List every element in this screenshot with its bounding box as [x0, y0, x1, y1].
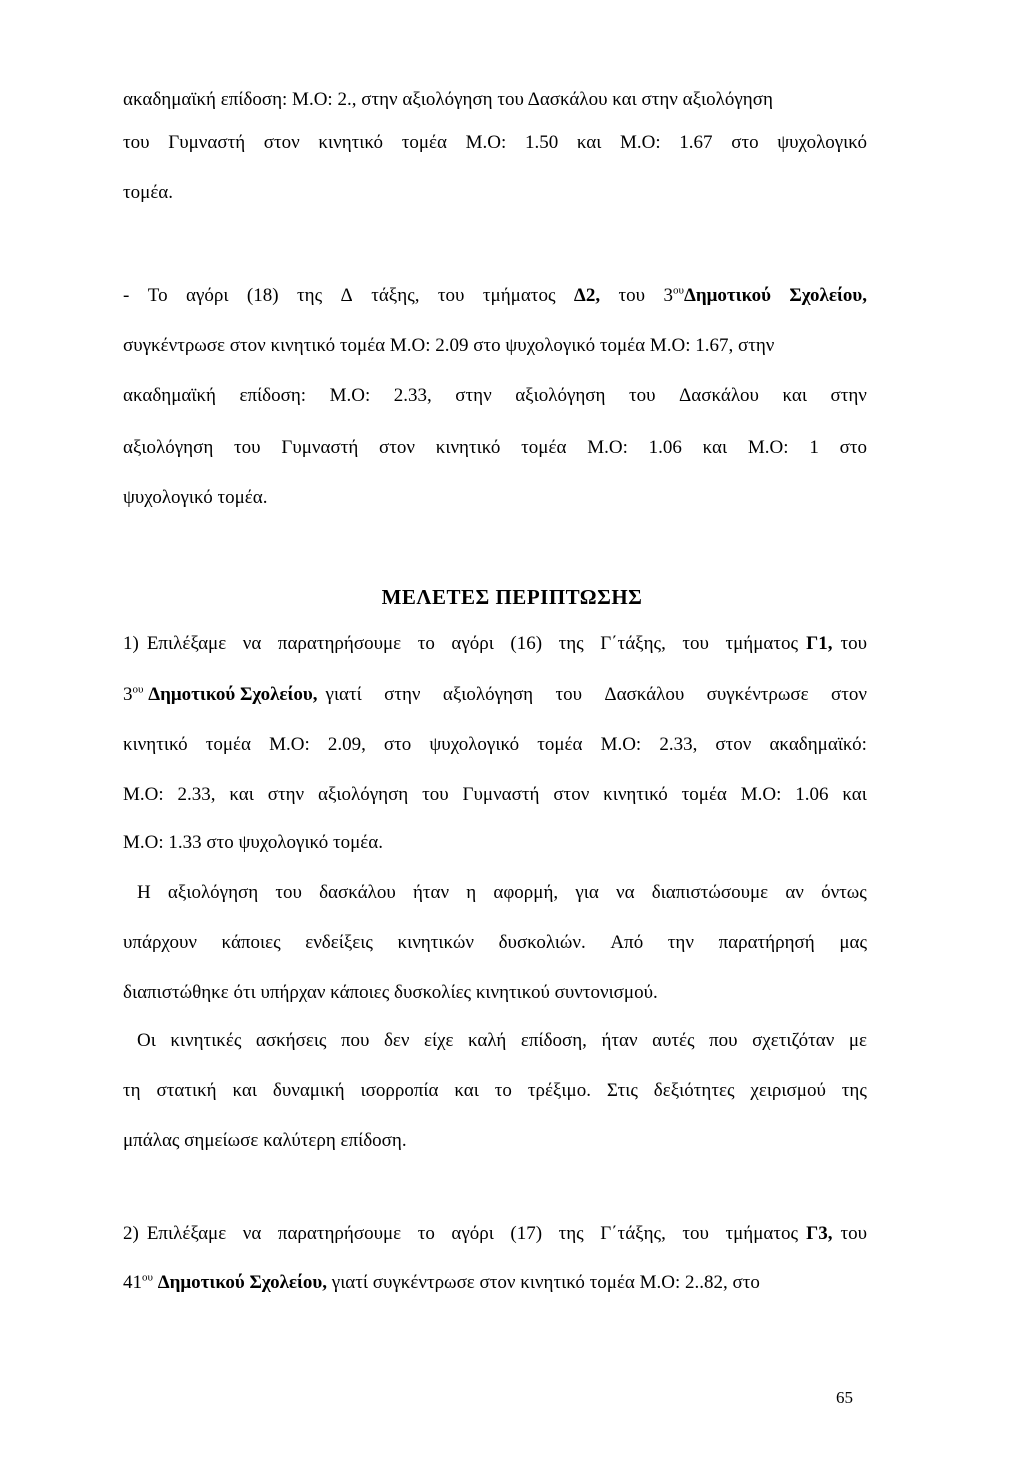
- word: να: [242, 1223, 262, 1244]
- word: για: [575, 882, 599, 903]
- word: που: [340, 1030, 370, 1051]
- word: τμήματος: [725, 633, 799, 654]
- word: στον: [263, 132, 300, 153]
- word: το: [417, 1223, 435, 1244]
- word: δυσκολιών.: [498, 932, 586, 953]
- word: Μ.Ο:: [329, 385, 371, 406]
- word: τομέα: [521, 437, 567, 458]
- word: τομέα: [205, 734, 251, 755]
- word: όντως: [821, 882, 867, 903]
- text-line: [123, 783, 867, 807]
- word: Δ: [340, 285, 353, 306]
- word: του: [123, 132, 150, 153]
- word: 1.06: [795, 784, 829, 805]
- word: Από: [610, 932, 644, 953]
- word: Μ.Ο:: [123, 784, 164, 805]
- word: αξιολόγηση: [515, 385, 606, 406]
- word: τη: [123, 1080, 141, 1101]
- text-line: [123, 131, 867, 155]
- word: του: [437, 285, 465, 306]
- word: Δασκάλου: [604, 684, 685, 705]
- school-number: 3: [663, 285, 673, 306]
- word: αφορμή,: [493, 882, 559, 903]
- word: κάποιες: [221, 932, 281, 953]
- word: στην: [267, 784, 305, 805]
- school-name: [664, 284, 771, 308]
- word: ισορροπία: [360, 1080, 439, 1101]
- word: χειρισμού: [750, 1080, 826, 1101]
- word: μας: [839, 932, 867, 953]
- word: και: [702, 437, 728, 458]
- word: της: [558, 633, 584, 654]
- word: παρατηρήσουμε: [277, 633, 402, 654]
- word: στο: [383, 734, 412, 755]
- word: γιατί: [325, 684, 362, 705]
- word: αγόρι: [451, 1223, 494, 1244]
- word: να: [616, 882, 635, 903]
- text-line: ψυχολογικό τομέα.: [123, 487, 268, 508]
- word: στον: [553, 784, 590, 805]
- word: να: [242, 633, 262, 654]
- word: υπάρχουν: [123, 932, 197, 953]
- word: αυτές: [652, 1030, 695, 1051]
- ordinal-suffix: ου: [132, 683, 144, 696]
- word: Γυμναστή: [168, 132, 246, 153]
- word: δεξιότητες: [653, 1080, 735, 1101]
- school-word: Σχολείου,: [789, 285, 867, 306]
- school-name: [123, 683, 318, 707]
- word: το: [494, 1080, 512, 1101]
- word: διαπιστώσουμε: [651, 882, 769, 903]
- word: τομέα: [401, 132, 447, 153]
- ordinal-suffix: ου: [673, 284, 684, 297]
- word: δασκάλου: [319, 882, 396, 903]
- text-line: [123, 931, 867, 955]
- school-word: Δημοτικού: [683, 285, 771, 306]
- text-line: [123, 1222, 867, 1246]
- word: 1.06: [648, 437, 682, 458]
- word: 2.09,: [327, 734, 366, 755]
- word: 2.33,: [393, 385, 432, 406]
- word: 1.50: [524, 132, 559, 153]
- word: αγόρι: [186, 285, 229, 306]
- word: κινητικό: [123, 734, 188, 755]
- word: ήταν: [601, 1030, 638, 1051]
- word: (18): [246, 285, 279, 306]
- word: τάξης,: [371, 285, 420, 306]
- word: Επιλέξαμε: [146, 1223, 227, 1244]
- list-dash: -: [123, 285, 130, 306]
- word: αν: [785, 882, 804, 903]
- text-line: [123, 733, 867, 757]
- word: που: [709, 1030, 738, 1051]
- school-word: Δημοτικού Σχολείου,: [157, 1272, 328, 1293]
- list-number: 1): [123, 633, 139, 654]
- word: επίδοση:: [239, 385, 307, 406]
- school-number: 41: [123, 1272, 142, 1293]
- word: 1: [809, 437, 819, 458]
- word: Γ΄τάξης,: [600, 633, 666, 654]
- text-line: [137, 1029, 867, 1053]
- word: αγόρι: [451, 633, 494, 654]
- class-code: Δ2,: [573, 285, 601, 306]
- word: αξιολόγηση: [442, 684, 534, 705]
- text-line: [137, 881, 867, 905]
- word: του: [234, 437, 261, 458]
- word: Μ.Ο:: [747, 437, 789, 458]
- ordinal-suffix: ου: [142, 1271, 153, 1284]
- word: σχετιζόταν: [752, 1030, 835, 1051]
- word-group: [326, 683, 867, 707]
- text-line: ακαδημαϊκή επίδοση: Μ.Ο: 2., στην αξιολόγηση του Δασκάλου και στην αξιολόγηση: [123, 89, 773, 110]
- word: (17): [510, 1223, 543, 1244]
- word: στατική: [156, 1080, 217, 1101]
- word-group: [147, 632, 798, 656]
- word: 1.67: [679, 132, 713, 153]
- word: Το: [147, 285, 168, 306]
- word: στην: [384, 684, 421, 705]
- word: ενδείξεις: [305, 932, 373, 953]
- word: στην: [455, 385, 492, 406]
- word-group: [147, 1222, 798, 1246]
- word: του: [840, 1223, 867, 1244]
- word: Μ.Ο:: [465, 132, 507, 153]
- text-line: [123, 384, 867, 408]
- word: και: [842, 784, 867, 805]
- word: παρατηρήσουμε: [277, 1223, 402, 1244]
- word: Η: [137, 882, 151, 903]
- word: κινητικό: [318, 132, 384, 153]
- word: τομέα: [681, 784, 727, 805]
- word: επίδοση,: [520, 1030, 587, 1051]
- word: αξιολόγηση: [317, 784, 409, 805]
- class-code: Γ3,: [806, 1223, 833, 1244]
- school-number: 3: [123, 684, 133, 705]
- word: της: [841, 1080, 867, 1101]
- word: Γυμναστή: [462, 784, 540, 805]
- word: Γ΄τάξης,: [600, 1223, 666, 1244]
- word: 2.33,: [177, 784, 216, 805]
- text-line: Μ.Ο: 1.33 στο ψυχολογικό τομέα.: [123, 832, 383, 853]
- text-line: τομέα.: [123, 182, 174, 203]
- word: 2.33,: [659, 734, 698, 755]
- word: με: [848, 1030, 867, 1051]
- word: αξιολόγηση: [167, 882, 259, 903]
- text-line: διαπιστώθηκε ότι υπήρχαν κάποιες δυσκολίες κινητικού συντονισμού.: [123, 982, 658, 1003]
- word: του: [628, 385, 656, 406]
- word: την: [667, 932, 694, 953]
- word: Μ.Ο:: [619, 132, 661, 153]
- word: στον: [379, 437, 416, 458]
- school-word: Δημοτικού Σχολείου,: [148, 684, 318, 705]
- word: στην: [830, 385, 867, 406]
- word: της: [297, 285, 323, 306]
- word: Στις: [606, 1080, 638, 1101]
- word: του: [682, 633, 709, 654]
- text-line: μπάλας σημείωσε καλύτερη επίδοση.: [123, 1130, 407, 1151]
- word: ακαδημαϊκή: [123, 385, 216, 406]
- page-number: 65: [836, 1388, 853, 1407]
- word: κινητικές: [170, 1030, 242, 1051]
- word: καλή: [468, 1030, 507, 1051]
- word: κινητικό: [435, 437, 501, 458]
- school-name: [123, 1272, 327, 1293]
- text-line: [123, 284, 867, 308]
- word: του: [840, 633, 867, 654]
- text-line: [123, 632, 867, 656]
- word: ψυχολογικό: [429, 734, 520, 755]
- word: του: [275, 882, 302, 903]
- word: και: [232, 1080, 257, 1101]
- word: Οι: [137, 1030, 156, 1051]
- word: κινητικών: [397, 932, 474, 953]
- word: Μ.Ο:: [269, 734, 310, 755]
- text-line: [123, 1079, 867, 1103]
- word: τρέξιμο.: [527, 1080, 591, 1101]
- word: Δασκάλου: [679, 385, 759, 406]
- text-line: συγκέντρωσε στον κινητικό τομέα Μ.Ο: 2.09 στο ψυχολογικό τομέα Μ.Ο: 1.67, στην: [123, 335, 775, 356]
- word: δεν: [383, 1030, 410, 1051]
- word: του: [618, 285, 646, 306]
- word: Μ.Ο:: [600, 734, 642, 755]
- word: στο: [839, 437, 867, 458]
- word: στον: [831, 684, 867, 705]
- word: και: [454, 1080, 479, 1101]
- word: τμήματος: [725, 1223, 799, 1244]
- text-line: [123, 683, 867, 707]
- word: συγκέντρωσε: [706, 684, 809, 705]
- word: είχε: [424, 1030, 454, 1051]
- word: παρατήρησή: [718, 932, 815, 953]
- word: και: [782, 385, 807, 406]
- word: τμήματος: [482, 285, 556, 306]
- word: Γυμναστή: [281, 437, 359, 458]
- word: Μ.Ο:: [740, 784, 782, 805]
- word: ακαδημαϊκό:: [769, 734, 867, 755]
- word: δυναμική: [272, 1080, 345, 1101]
- word: στον: [715, 734, 752, 755]
- word: η: [466, 882, 477, 903]
- text-line: [123, 436, 867, 460]
- list-number: 2): [123, 1223, 139, 1244]
- text-line: [123, 1271, 867, 1295]
- word: της: [558, 1223, 584, 1244]
- word: του: [422, 784, 449, 805]
- word: το: [417, 633, 435, 654]
- text-run: γιατί συγκέντρωσε στον κινητικό τομέα Μ.Ο: 2..82, στο: [331, 1272, 760, 1293]
- word: Μ.Ο:: [587, 437, 628, 458]
- class-code: Γ1,: [806, 633, 833, 654]
- word: ήταν: [412, 882, 450, 903]
- word: ψυχολογικό: [777, 132, 867, 153]
- word: στο: [731, 132, 759, 153]
- section-heading: ΜΕΛΕΤΕΣ ΠΕΡΙΠΤΩΣΗΣ: [381, 585, 643, 609]
- word: κινητικό: [603, 784, 668, 805]
- word: του: [682, 1223, 709, 1244]
- word: (16): [510, 633, 543, 654]
- word: αξιολόγηση: [123, 437, 214, 458]
- word: και: [576, 132, 602, 153]
- word: Επιλέξαμε: [146, 633, 227, 654]
- word: τομέα: [537, 734, 583, 755]
- word: ασκήσεις: [255, 1030, 327, 1051]
- word: και: [229, 784, 254, 805]
- word: του: [555, 684, 583, 705]
